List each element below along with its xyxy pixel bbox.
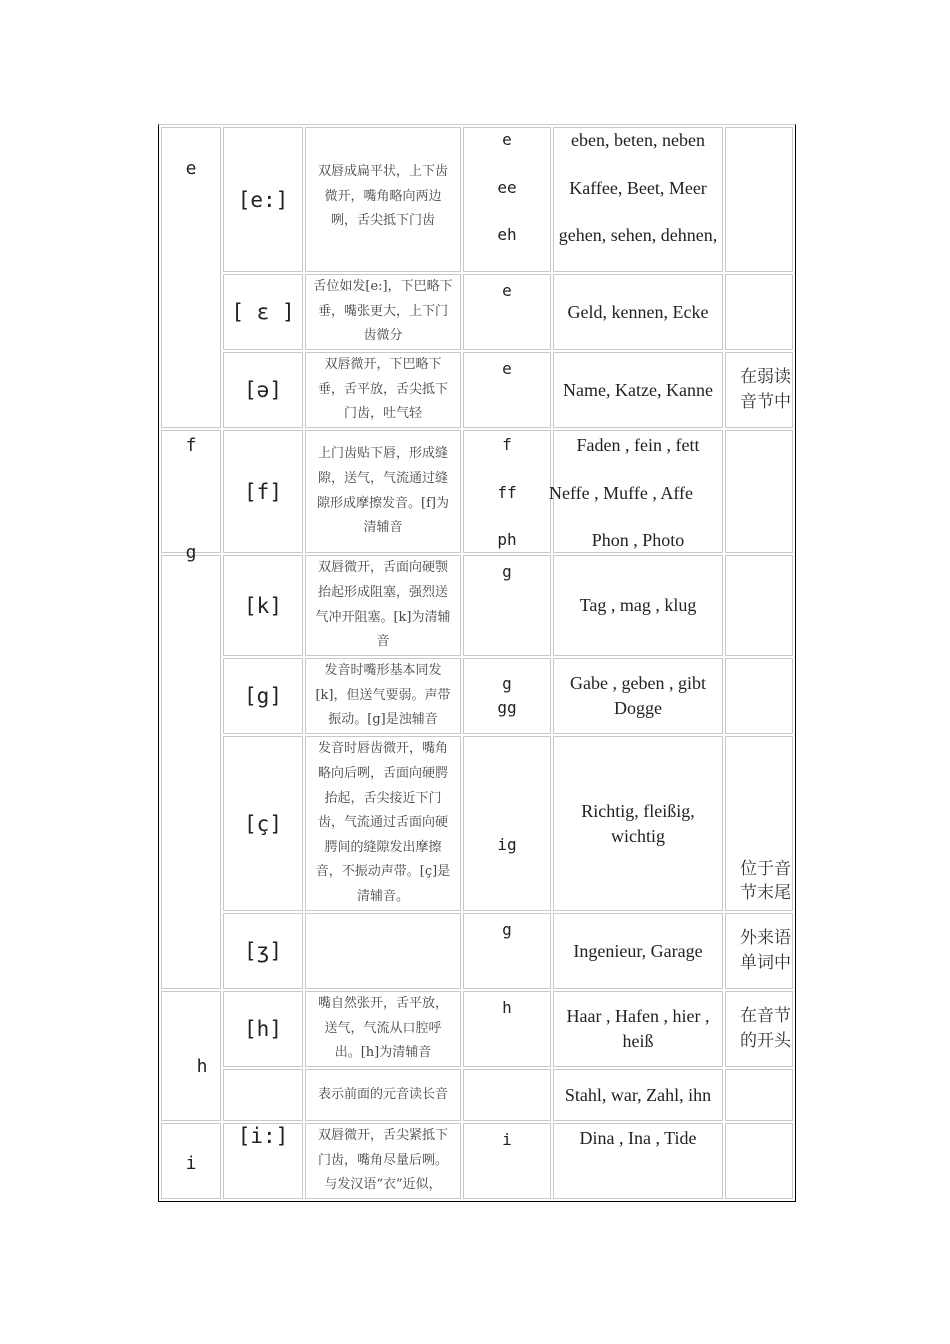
- pronunciation-table: [158, 124, 796, 1202]
- table-row: [161, 127, 793, 272]
- note-cell: [725, 555, 793, 656]
- example-words: Neffe , Muffe , Affe: [549, 482, 693, 503]
- description-cell: [305, 913, 461, 989]
- spelling-cell: [463, 736, 551, 911]
- ipa-symbol: [g]: [244, 684, 282, 708]
- pronunciation-description: 表示前面的元音读长音: [317, 1086, 448, 1102]
- example-words: eben, beten, neben: [571, 130, 705, 150]
- examples-cell: [553, 658, 723, 734]
- letter-cell: [161, 430, 221, 553]
- pronunciation-description: 双唇成扁平状，上下齿微开，嘴角略向两边咧，舌尖抵下门齿: [317, 164, 448, 229]
- note-cell: [725, 913, 793, 989]
- examples-cell: [549, 430, 723, 553]
- example-words: gehen, sehen, dehnen,: [558, 225, 718, 245]
- spelling-cell: [463, 555, 551, 656]
- note-cell: [725, 352, 793, 428]
- example-words: Phon , Photo: [591, 530, 685, 550]
- pronunciation-description: 发音时唇齿微开，嘴角略向后咧，舌面向硬腭抬起，舌尖接近下门齿，气流通过舌面向硬腭间的缝隙发出摩擦音，不振动声带。[ç]是清辅音。: [315, 741, 451, 904]
- spelling: e: [502, 359, 512, 378]
- example-words: Haar , Hafen , hier , heiß: [566, 1006, 710, 1051]
- table-row: [161, 1069, 793, 1121]
- example-words: Richtig, fleißig, wichtig: [581, 800, 695, 846]
- ipa-cell: [223, 1123, 303, 1199]
- pronunciation-description: 上门齿贴下唇，形成缝隙，送气，气流通过缝隙形成摩擦发音。[f]为清辅音: [317, 446, 449, 536]
- ipa-symbol: [e:]: [237, 187, 289, 212]
- examples-cell: [553, 555, 723, 656]
- pronunciation-description: 双唇微开，舌尖紧抵下门齿，嘴角尽量后咧。与发汉语“衣”近似，: [317, 1128, 448, 1193]
- spelling: h: [502, 998, 512, 1017]
- spelling: ph: [497, 530, 517, 549]
- table-row: [161, 991, 793, 1067]
- spelling: g: [502, 562, 512, 581]
- ipa-symbol: [ç]: [244, 811, 282, 836]
- examples-cell: [553, 991, 723, 1067]
- ipa-symbol: [h]: [244, 1017, 282, 1041]
- table-row: [161, 352, 793, 428]
- spelling: g: [502, 674, 512, 693]
- note-cell: [725, 991, 793, 1067]
- pronunciation-description: 双唇微开，下巴略下垂，舌平放，舌尖抵下门齿，吐气轻: [317, 357, 448, 422]
- ipa-symbol: [ʒ]: [244, 939, 282, 963]
- table-row: [161, 555, 793, 656]
- ipa-cell: [223, 913, 303, 989]
- letter-f: f: [185, 435, 197, 456]
- pronunciation-description: 发音时嘴形基本同发[k]，但送气要弱。声带振动。[g]是浊辅音: [315, 663, 451, 728]
- spelling: gg: [497, 698, 517, 717]
- example-words: Dina , Ina , Tide: [579, 1128, 697, 1148]
- ipa-symbol: [ə]: [244, 378, 282, 402]
- examples-cell: [553, 1069, 723, 1121]
- example-words: Faden , fein , fett: [576, 435, 700, 455]
- note-cell: [725, 1069, 793, 1121]
- ipa-cell: [223, 274, 303, 350]
- note: 外来语单词中: [740, 928, 791, 973]
- pronunciation-description: 双唇微开，舌面向硬颚抬起形成阻塞，强烈送气冲开阻塞。[k]为清辅音: [315, 560, 451, 650]
- pronunciation-description: 嘴自然张开，舌平放，送气，气流从口腔呼出。[h]为清辅音: [317, 996, 448, 1061]
- note: 在音节的开头: [740, 1006, 791, 1051]
- description-cell: [305, 991, 461, 1067]
- example-words: Geld, kennen, Ecke: [567, 301, 709, 322]
- spelling-cell: [463, 1069, 551, 1121]
- description-cell: [305, 1069, 461, 1121]
- spelling-cell: [463, 1123, 551, 1199]
- description-cell: [305, 555, 461, 656]
- description-cell: [305, 658, 461, 734]
- examples-cell: [553, 352, 723, 428]
- note: 位于音节末尾: [740, 858, 791, 904]
- note: 在弱读音节中: [740, 367, 791, 412]
- ipa-cell: [223, 991, 303, 1067]
- example-words: Tag , mag , klug: [579, 595, 697, 616]
- examples-cell: [553, 127, 723, 272]
- spelling: g: [502, 920, 512, 939]
- note-cell: [725, 430, 793, 553]
- spelling-cell: [463, 274, 551, 350]
- spelling-cell: [463, 991, 551, 1067]
- ipa-symbol: [f]: [244, 479, 282, 504]
- ipa-cell: [223, 430, 303, 553]
- spelling-cell: [463, 127, 551, 272]
- letter-i: i: [185, 1153, 197, 1175]
- examples-cell: [553, 913, 723, 989]
- table-row: [161, 658, 793, 734]
- letter-cell: [161, 127, 221, 428]
- example-words: Name, Katze, Kanne: [563, 379, 713, 400]
- table-row: [161, 274, 793, 350]
- example-words: Gabe , geben , gibt Dogge: [570, 673, 706, 718]
- examples-cell: [553, 1123, 723, 1199]
- pronunciation-description: 舌位如发[e:]，下巴略下垂，嘴张更大，上下门齿微分: [313, 279, 453, 344]
- letter-h: h: [196, 1055, 208, 1077]
- description-cell: [305, 127, 461, 272]
- ipa-symbol: [i:]: [237, 1124, 289, 1148]
- table-row: [161, 1123, 793, 1199]
- description-cell: [305, 430, 461, 553]
- spelling-cell: [463, 658, 551, 734]
- examples-cell: [553, 274, 723, 350]
- spelling: ig: [497, 835, 517, 854]
- example-words: Stahl, war, Zahl, ihn: [564, 1084, 712, 1105]
- example-words: Ingenieur, Garage: [573, 940, 703, 961]
- note-cell: [725, 1123, 793, 1199]
- spelling: eh: [497, 225, 517, 244]
- table-row: [161, 430, 793, 553]
- spelling: e: [502, 130, 512, 149]
- note-cell: [725, 736, 793, 911]
- ipa-symbol: [ ε ]: [231, 300, 295, 324]
- examples-cell: [553, 736, 723, 911]
- ipa-cell: [223, 736, 303, 911]
- table-row: [161, 736, 793, 911]
- description-cell: [305, 1123, 461, 1199]
- note-cell: [725, 658, 793, 734]
- ipa-symbol: [k]: [244, 593, 282, 618]
- spelling-cell: [463, 913, 551, 989]
- ipa-cell: [223, 127, 303, 272]
- spelling: ee: [497, 177, 517, 197]
- description-cell: [305, 352, 461, 428]
- note-cell: [725, 274, 793, 350]
- description-cell: [305, 274, 461, 350]
- letter-cell: [161, 542, 221, 989]
- spelling-cell: [463, 352, 551, 428]
- letter-e: e: [185, 158, 197, 179]
- spelling: ff: [497, 482, 517, 502]
- example-words: Kaffee, Beet, Meer: [569, 177, 707, 198]
- letter-cell: [161, 991, 221, 1121]
- description-cell: [305, 736, 461, 911]
- spelling: e: [502, 281, 512, 300]
- ipa-cell: [223, 555, 303, 656]
- note-cell: [725, 127, 793, 272]
- ipa-cell: [223, 1069, 303, 1121]
- letter-g: g: [185, 542, 197, 563]
- ipa-cell: [223, 352, 303, 428]
- table-row: [161, 913, 793, 989]
- letter-cell: [161, 1123, 221, 1199]
- spelling: i: [502, 1130, 512, 1149]
- ipa-cell: [223, 658, 303, 734]
- spelling: f: [502, 435, 512, 454]
